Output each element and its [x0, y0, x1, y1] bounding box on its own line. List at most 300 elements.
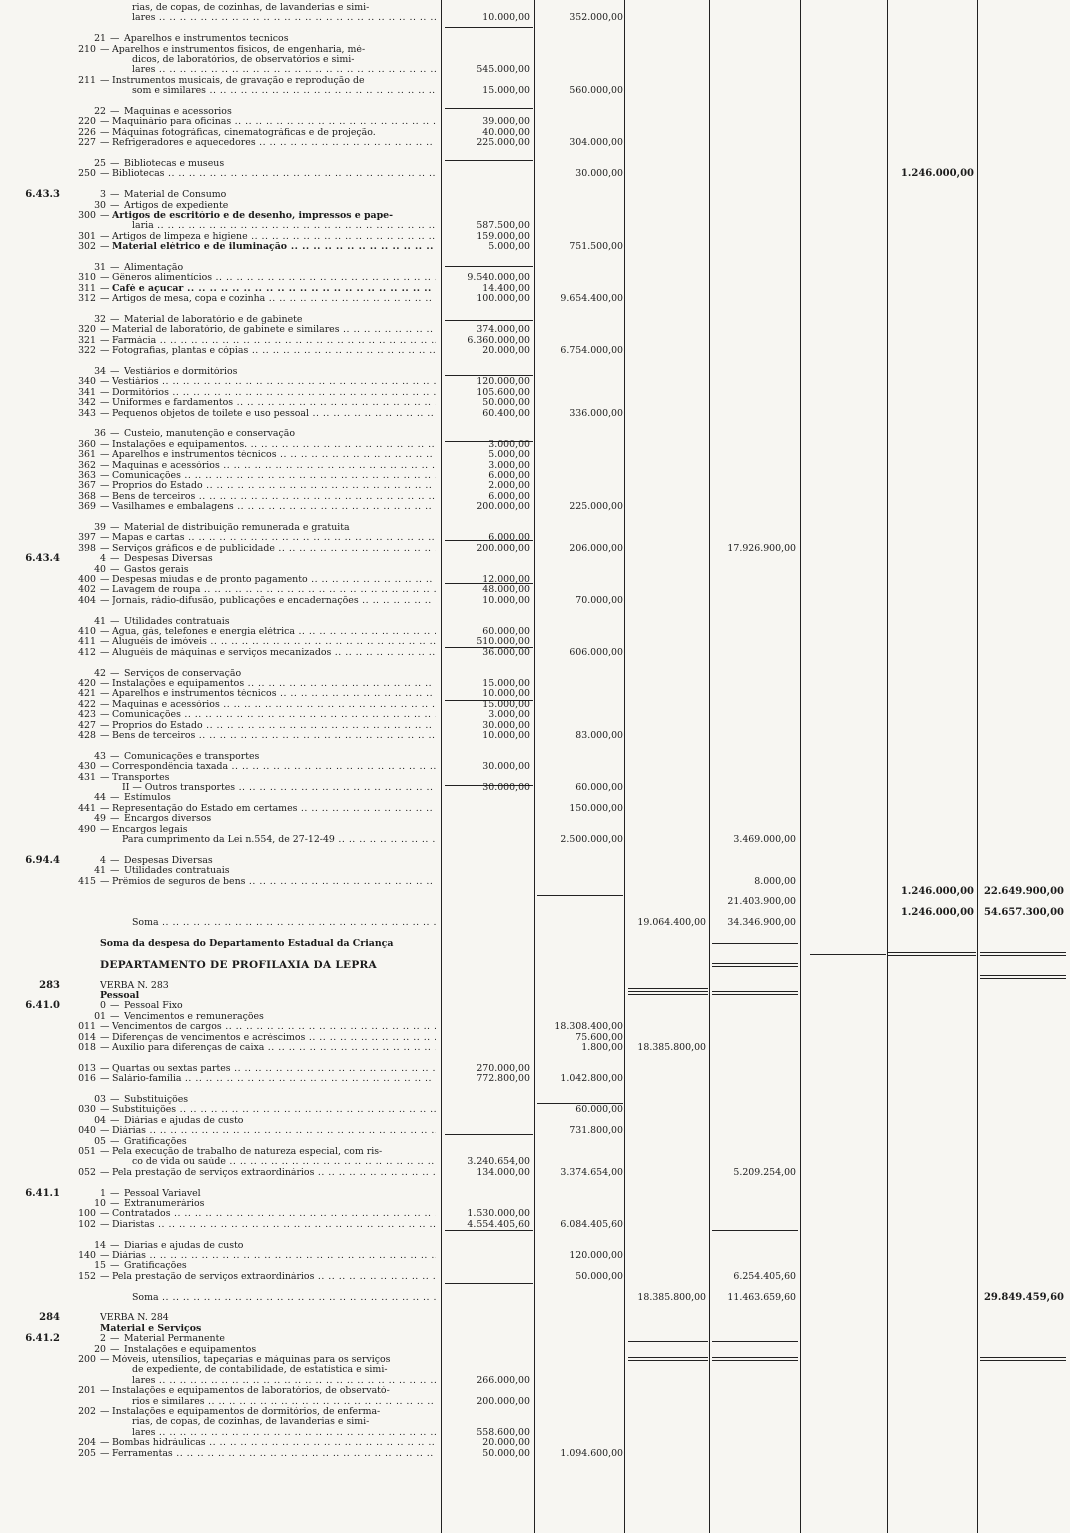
account-code: 6.41.1 — [25, 1187, 60, 1199]
ledger-row — [0, 575, 1070, 585]
item-dash: — — [100, 459, 110, 471]
item-number: 428 — [78, 730, 96, 741]
ledger-row — [0, 710, 1070, 720]
item-description: Despesas Diversas — [124, 554, 213, 565]
item-number: 14 — [94, 1239, 106, 1251]
item-dash: — — [110, 813, 120, 825]
item-description: Encargos diversos — [124, 814, 212, 825]
item-dash: — — [110, 1187, 120, 1199]
ledger-row — [0, 169, 1070, 179]
item-number: 30 — [94, 199, 106, 211]
item-description: VERBA N. 283 — [100, 980, 169, 991]
amount-c1: 159.000,00 — [476, 230, 530, 242]
item-dash: — — [100, 282, 110, 294]
item-dash: — — [100, 241, 110, 253]
item-description: Jornais, rádio-difusão, publicações e encadernações .. .. — [112, 596, 436, 606]
amount-c2: 1.042.800,00 — [560, 1073, 623, 1085]
item-description: Representação do Estado em certames .. .. — [112, 804, 436, 814]
amount-c1: 5.000,00 — [488, 241, 530, 253]
item-description: Material Permanente — [124, 1334, 225, 1345]
ledger-row — [0, 658, 1070, 668]
item-number: 341 — [78, 386, 96, 398]
item-dash: — — [110, 1010, 120, 1022]
amount-c1: 20.000,00 — [482, 1437, 530, 1449]
item-dash: — — [100, 1208, 110, 1220]
ledger-row — [0, 523, 1070, 533]
ledger-row — [0, 1209, 1070, 1219]
amount-c2: 9.654.400,00 — [560, 293, 623, 305]
ledger-row — [0, 752, 1070, 762]
account-code: 6.41.2 — [25, 1333, 60, 1345]
ledger-row — [0, 149, 1070, 159]
amount-c2: 336.000,00 — [569, 407, 623, 419]
amount-c5: 1.246.000,00 — [900, 886, 974, 897]
item-dash: — — [100, 1406, 110, 1417]
item-description: Aparelhos e instrumentos físicos, de engenharia, mé- — [112, 44, 366, 55]
item-number: 210 — [78, 43, 96, 55]
item-number: 051 — [78, 1146, 96, 1157]
amount-c1: 6.360.000,00 — [467, 334, 530, 346]
item-description: Proprios do Estado .. .. — [112, 481, 436, 491]
item-number: 420 — [78, 678, 96, 689]
item-dash: — — [110, 792, 120, 804]
item-dash: — — [100, 594, 110, 606]
ledger-row — [0, 741, 1070, 751]
item-description: laria .. .. — [132, 221, 436, 231]
ledger-row — [0, 679, 1070, 689]
section-heading: DEPARTAMENTO DE PROFILAXIA DA LEPRA — [100, 959, 378, 970]
amount-c6: 29.849.459,60 — [983, 1291, 1064, 1303]
item-number: 102 — [78, 1218, 96, 1230]
item-description: Transportes — [112, 772, 170, 783]
ledger-row — [0, 1074, 1070, 1084]
amount-c1: 15.000,00 — [482, 698, 530, 710]
item-number: 300 — [78, 210, 96, 221]
item-description: Diárias .. .. — [112, 1251, 436, 1261]
ledger-row — [0, 471, 1070, 481]
ledger-row — [0, 492, 1070, 502]
amount-c1: 266.000,00 — [476, 1374, 530, 1386]
item-dash: — — [100, 324, 110, 336]
item-number: 250 — [78, 168, 96, 180]
ledger-row — [0, 1376, 1070, 1386]
ledger-row — [0, 1053, 1070, 1063]
item-description: Móveis, utensílios, tapeçarias e máquinas para os serviços — [112, 1355, 391, 1365]
ledger-row — [0, 1365, 1070, 1375]
item-description: Pela prestação de serviços extraordinários .. .. — [112, 1272, 436, 1282]
ledger-row — [0, 481, 1070, 491]
item-dash: — — [100, 1062, 110, 1074]
amount-c1: 10.000,00 — [482, 594, 530, 606]
amount-c2: 18.308.400,00 — [554, 1021, 623, 1033]
account-code: 283 — [39, 979, 60, 991]
item-description: Material de distribuição remunerada e gratuita — [124, 523, 350, 533]
item-description: Artigos de expediente — [124, 200, 229, 211]
item-description: Diarias e ajudas de custo — [124, 1240, 244, 1251]
item-dash: — — [100, 293, 110, 305]
ledger-row — [0, 346, 1070, 356]
item-number: 400 — [78, 574, 96, 585]
item-number: 369 — [78, 501, 96, 513]
item-dash: — — [110, 428, 120, 440]
item-description: Gêneros alimentícios .. .. — [112, 273, 436, 283]
item-dash: — — [100, 168, 110, 180]
ledger-row — [0, 1178, 1070, 1188]
item-number: 362 — [78, 459, 96, 471]
ledger-row — [0, 1407, 1070, 1417]
item-dash: — — [100, 688, 110, 700]
item-dash: — — [100, 1125, 110, 1137]
amount-c2: 6.754.000,00 — [560, 345, 623, 357]
item-description: Farmácia .. .. — [112, 336, 436, 346]
item-number: 342 — [78, 397, 96, 409]
item-number: 423 — [78, 709, 96, 721]
item-number: 360 — [78, 438, 96, 450]
item-dash: — — [110, 1343, 120, 1355]
amount-c1: 3.240.654,00 — [467, 1156, 530, 1168]
item-description: Ferramentas .. .. — [112, 1449, 436, 1459]
item-dash: — — [100, 210, 110, 221]
item-description: Alimentação — [124, 263, 184, 273]
amount-c3: 18.385.800,00 — [637, 1042, 706, 1053]
ledger-row — [0, 1417, 1070, 1427]
amount-c1: 10.000,00 — [482, 730, 530, 741]
item-dash: — — [110, 1260, 120, 1272]
ledger-row — [0, 3, 1070, 13]
ledger-row — [0, 731, 1070, 741]
ledger-row — [0, 34, 1070, 44]
ledger-row — [0, 513, 1070, 523]
amount-c2: 50.000,00 — [575, 1270, 623, 1282]
amount-c1: 10.000,00 — [482, 688, 530, 700]
item-description: Gratificações — [124, 1136, 187, 1147]
item-number: 21 — [94, 33, 106, 45]
item-number: 204 — [78, 1437, 96, 1449]
ledger-row — [0, 461, 1070, 471]
item-dash: — — [100, 501, 110, 513]
item-description: Substituições — [124, 1095, 189, 1105]
ledger-row — [0, 1261, 1070, 1271]
ledger-row — [0, 856, 1070, 866]
ledger-row — [0, 13, 1070, 23]
item-description: Instalações e equipamentos de dormitórios, de enferma- — [112, 1407, 381, 1417]
ledger-row — [0, 804, 1070, 814]
item-description: Quartas ou sextas partes .. .. — [112, 1064, 436, 1074]
item-dash: — — [100, 574, 110, 585]
item-dash: — — [100, 719, 110, 731]
item-description: Café e açucar .. .. — [112, 284, 436, 294]
amount-c4: 21.403.900,00 — [727, 896, 796, 908]
item-description: Lavagem de roupa .. .. — [112, 585, 436, 595]
ledger-row — [0, 1220, 1070, 1230]
amount-c3: 18.385.800,00 — [637, 1291, 706, 1303]
ledger-row — [0, 544, 1070, 554]
item-description: Bombas hidráulicas .. .. — [112, 1438, 436, 1448]
ledger-row — [0, 1043, 1070, 1053]
item-number: 431 — [78, 771, 96, 783]
ledger-row — [0, 1251, 1070, 1261]
amount-c4: 8.000,00 — [754, 875, 796, 887]
ledger-row — [0, 1095, 1070, 1105]
amount-c1: 134.000,00 — [476, 1166, 530, 1178]
ledger-row — [0, 1293, 1070, 1303]
item-number: 44 — [94, 792, 106, 804]
ledger-row — [0, 1313, 1070, 1323]
item-number: 140 — [78, 1250, 96, 1261]
item-number: 030 — [78, 1104, 96, 1116]
item-dash: — — [100, 490, 110, 502]
ledger-row — [0, 128, 1070, 138]
item-number: 361 — [78, 449, 96, 461]
item-number: 0 — [100, 1000, 106, 1012]
item-number: 1 — [100, 1187, 106, 1199]
ledger-row — [0, 97, 1070, 107]
item-number: 321 — [78, 334, 96, 346]
item-number: 013 — [78, 1062, 96, 1074]
ledger-row — [0, 1303, 1070, 1313]
amount-c1: 3.000,00 — [488, 438, 530, 450]
item-number: 4 — [100, 854, 106, 866]
item-description: Diárias e ajudas de custo — [124, 1115, 244, 1126]
ledger-row — [0, 617, 1070, 627]
item-description: Diaristas .. .. — [112, 1220, 436, 1230]
amount-c1: 50.000,00 — [482, 1447, 530, 1459]
item-number: 220 — [78, 116, 96, 128]
item-number: 490 — [78, 823, 96, 835]
amount-c1: 15.000,00 — [482, 85, 530, 97]
item-description: lares .. .. — [132, 1428, 436, 1438]
item-dash: — — [100, 698, 110, 710]
ledger-row — [0, 1355, 1070, 1365]
item-dash: — — [110, 854, 120, 866]
item-description: Pequenos objetos de toilete e uso pessoal .. .. — [112, 409, 436, 419]
item-description: Pessoal — [100, 991, 140, 1001]
item-number: 415 — [78, 875, 96, 887]
item-number: 397 — [78, 532, 96, 544]
item-number: 41 — [94, 615, 106, 627]
amount-c2: 352.000,00 — [569, 12, 623, 24]
ledger-row — [0, 783, 1070, 793]
item-description: rios e similares .. .. — [132, 1397, 436, 1407]
item-dash: — — [100, 1250, 110, 1261]
ledger-row — [0, 585, 1070, 595]
item-number: 340 — [78, 376, 96, 388]
item-description: Vasilhames e embalagens .. .. — [112, 502, 436, 512]
amount-c1: 50.000,00 — [482, 397, 530, 409]
ledger-row — [0, 429, 1070, 439]
ledger-row — [0, 1126, 1070, 1136]
amount-c2: 560.000,00 — [569, 85, 623, 97]
ledger-row — [0, 929, 1070, 939]
amount-c2: 1.094.600,00 — [560, 1447, 623, 1459]
ledger-row — [0, 627, 1070, 637]
item-number: 014 — [78, 1031, 96, 1043]
item-number: 368 — [78, 490, 96, 502]
item-number: 100 — [78, 1208, 96, 1220]
item-number: 052 — [78, 1166, 96, 1178]
item-dash: — — [100, 1021, 110, 1033]
item-description: Material de Consumo — [124, 190, 227, 201]
item-description: Bibliotecas e museus — [124, 159, 225, 169]
amount-c1: 9.540.000,00 — [467, 272, 530, 284]
ledger-row — [0, 721, 1070, 731]
ledger-row — [0, 866, 1070, 876]
ledger-row — [0, 1033, 1070, 1043]
ledger-row — [0, 1105, 1070, 1115]
item-dash: — — [100, 407, 110, 419]
item-description: dicos, de laboratórios, de observatórios e simi- — [132, 55, 355, 65]
item-description: Artigos de mesa, copa e cozinha .. .. — [112, 294, 436, 304]
ledger-row — [0, 897, 1070, 907]
amount-c1: 6.000,00 — [488, 532, 530, 544]
ledger-row — [0, 253, 1070, 263]
ledger-row — [0, 793, 1070, 803]
item-dash: — — [110, 158, 120, 169]
item-dash: — — [110, 750, 120, 762]
item-description: Substituições .. .. — [112, 1105, 436, 1115]
ledger-row — [0, 1324, 1070, 1334]
item-description: VERBA N. 284 — [100, 1313, 169, 1324]
item-dash: — — [110, 1000, 120, 1012]
amount-c2: 2.500.000,00 — [560, 834, 623, 845]
item-description: Fotografias, plantas e cópias .. .. — [112, 346, 436, 356]
item-number: 412 — [78, 646, 96, 658]
item-number: 20 — [94, 1343, 106, 1355]
item-description: lares .. .. — [132, 1376, 436, 1386]
ledger-row — [0, 700, 1070, 710]
item-dash: — — [100, 823, 110, 835]
item-number: 200 — [78, 1354, 96, 1365]
ledger-row — [0, 1116, 1070, 1126]
item-dash: — — [100, 709, 110, 721]
item-description: Salário-família .. .. — [112, 1074, 436, 1084]
item-number: 05 — [94, 1135, 106, 1147]
amount-c2: 120.000,00 — [569, 1250, 623, 1261]
item-number: 205 — [78, 1447, 96, 1459]
ledger-row — [0, 284, 1070, 294]
ledger-row — [0, 1147, 1070, 1157]
ledger-row — [0, 117, 1070, 127]
item-dash: — — [100, 802, 110, 814]
item-number: 363 — [78, 470, 96, 481]
amount-c1: 30.000,00 — [482, 761, 530, 773]
item-dash: — — [110, 522, 120, 533]
item-description: Pessoal Fixo — [124, 1001, 183, 1012]
ledger-row — [0, 211, 1070, 221]
item-description: Soma .. .. — [132, 1293, 436, 1303]
item-number: 430 — [78, 761, 96, 773]
ledger-row — [0, 554, 1070, 564]
item-description: Prêmios de seguros de bens .. .. — [112, 877, 436, 887]
ledger-row — [0, 669, 1070, 679]
amount-c1: 1.530.000,00 — [467, 1208, 530, 1220]
ledger-row — [0, 1438, 1070, 1448]
item-number: 10 — [94, 1198, 106, 1209]
ledger-row — [0, 398, 1070, 408]
item-dash: — — [100, 334, 110, 346]
item-number: 41 — [94, 865, 106, 877]
amount-c1: 270.000,00 — [476, 1062, 530, 1074]
amount-c1: 587.500,00 — [476, 220, 530, 232]
amount-c2: 751.500,00 — [569, 241, 623, 253]
item-dash: — — [100, 1146, 110, 1157]
item-number: 441 — [78, 802, 96, 814]
item-description: Vencimentos e remunerações — [124, 1011, 264, 1022]
account-code: 6.41.0 — [25, 1000, 60, 1012]
item-dash: — — [110, 33, 120, 45]
ledger-row — [0, 76, 1070, 86]
ledger-row — [0, 336, 1070, 346]
item-dash: — — [100, 376, 110, 388]
ledger-row — [0, 887, 1070, 897]
ledger-row — [0, 1230, 1070, 1240]
item-dash: — — [100, 470, 110, 481]
ledger-row — [0, 970, 1070, 980]
item-dash: — — [100, 1218, 110, 1230]
ledger-row — [0, 1085, 1070, 1095]
item-dash: — — [100, 542, 110, 554]
amount-c1: 4.554.405,60 — [467, 1218, 530, 1230]
ledger-row — [0, 388, 1070, 398]
item-number: 49 — [94, 813, 106, 825]
item-description: Maquinas e acessórios .. .. — [112, 461, 436, 471]
item-dash: — — [110, 314, 120, 325]
amount-c4: 6.254.405,60 — [733, 1270, 796, 1282]
ledger-row — [0, 24, 1070, 34]
item-dash: — — [100, 1073, 110, 1085]
item-description: som e similares .. .. — [132, 86, 436, 96]
item-description: Aparelhos e instrumentos técnicos .. .. — [112, 450, 436, 460]
amount-c1: 200.000,00 — [476, 1395, 530, 1407]
ledger-row — [0, 1001, 1070, 1011]
ledger-row — [0, 232, 1070, 242]
amount-c1: 100.000,00 — [476, 293, 530, 305]
ledger-row — [0, 502, 1070, 512]
item-number: 411 — [78, 636, 96, 648]
item-description: Pessoal Variavel — [124, 1188, 201, 1199]
item-number: 15 — [94, 1260, 106, 1272]
item-dash: — — [110, 1198, 120, 1209]
ledger-row — [0, 991, 1070, 1001]
amount-c1: 30.000,00 — [482, 782, 530, 793]
amount-c1: 39.000,00 — [482, 116, 530, 128]
amount-c1: 558.600,00 — [476, 1426, 530, 1438]
item-description: Material e Serviços — [100, 1323, 202, 1334]
item-description: Refrigeradores e aquecedores .. .. — [112, 138, 436, 148]
item-dash: — — [100, 1104, 110, 1116]
item-description: Maquinas e acessórios .. .. — [112, 700, 436, 710]
item-description: Instalações e equipamentos. .. .. — [112, 440, 436, 450]
amount-c1: 12.000,00 — [482, 574, 530, 585]
amount-c2: 1.800,00 — [581, 1042, 623, 1053]
item-dash: — — [110, 615, 120, 627]
ledger-row — [0, 242, 1070, 252]
item-description: Dormitórios .. .. — [112, 388, 436, 398]
item-description: rias, de copas, de cozinhas, de lavanderias e simi- — [132, 1417, 370, 1428]
amount-c1: 6.000,00 — [488, 490, 530, 502]
ledger-row — [0, 325, 1070, 335]
account-code: 6.43.4 — [25, 553, 60, 565]
item-number: 302 — [78, 241, 96, 253]
item-number: 22 — [94, 106, 106, 117]
ledger-row — [0, 190, 1070, 200]
item-number: 011 — [78, 1021, 96, 1033]
ledger-row — [0, 357, 1070, 367]
item-dash: — — [100, 43, 110, 55]
amount-c3: 19.064.400,00 — [637, 917, 706, 929]
item-description: Correspondência taxada .. .. — [112, 762, 436, 772]
amount-c1: 3.000,00 — [488, 459, 530, 471]
